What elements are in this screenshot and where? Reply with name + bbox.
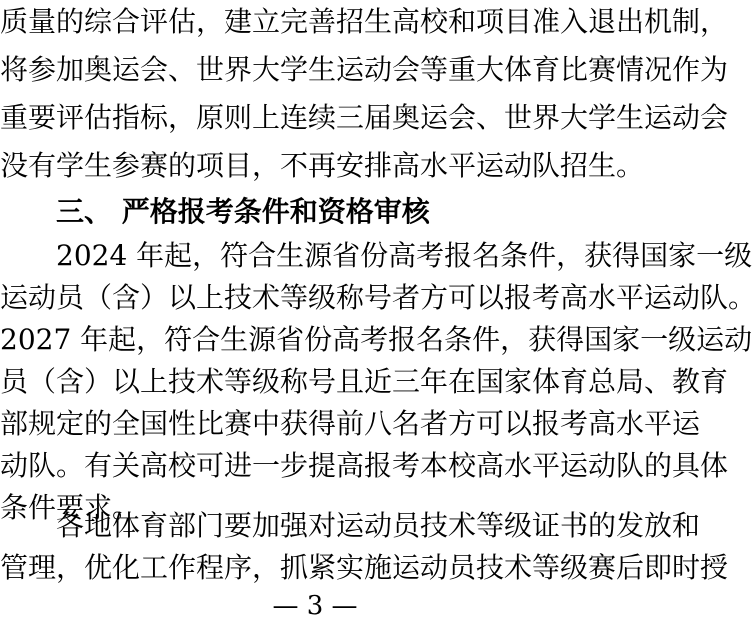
paragraph-2-line-1: 2024 年起，符合生源省份高考报名条件，获得国家一级 bbox=[56, 239, 753, 272]
paragraph-2-line-6: 动队。有关高校可进一步提高报考本校高水平运动队的具体 bbox=[0, 449, 729, 482]
paragraph-3-line-1: 各地体育部门要加强对运动员技术等级证书的发放和 bbox=[56, 509, 701, 542]
paragraph-1-line-4: 没有学生参赛的项目，不再安排高水平运动队招生。 bbox=[0, 149, 645, 182]
paragraph-3-line-2: 管理，优化工作程序，抓紧实施运动员技术等级赛后即时授 bbox=[0, 551, 729, 584]
paragraph-2-line-2: 运动员（含）以上技术等级称号者方可以报考高水平运动队。 bbox=[0, 281, 756, 314]
section-heading: 三、 严格报考条件和资格审核 bbox=[56, 195, 430, 228]
paragraph-1-line-3: 重要评估指标，原则上连续三届奥运会、世界大学生运动会 bbox=[0, 101, 729, 134]
page-number: — 3 — bbox=[272, 591, 358, 621]
paragraph-1-line-1: 质量的综合评估，建立完善招生高校和项目准入退出机制， bbox=[0, 5, 729, 38]
paragraph-2-line-3: 2027 年起，符合生源省份高考报名条件，获得国家一级运动 bbox=[0, 323, 753, 356]
paragraph-2-line-4: 员（含）以上技术等级称号且近三年在国家体育总局、教育 bbox=[0, 365, 729, 398]
paragraph-2-line-5: 部规定的全国性比赛中获得前八名者方可以报考高水平运 bbox=[0, 407, 701, 440]
paragraph-1-line-2: 将参加奥运会、世界大学生运动会等重大体育比赛情况作为 bbox=[0, 53, 729, 86]
paragraph-2-line-7: 条件要求。 bbox=[0, 491, 141, 524]
